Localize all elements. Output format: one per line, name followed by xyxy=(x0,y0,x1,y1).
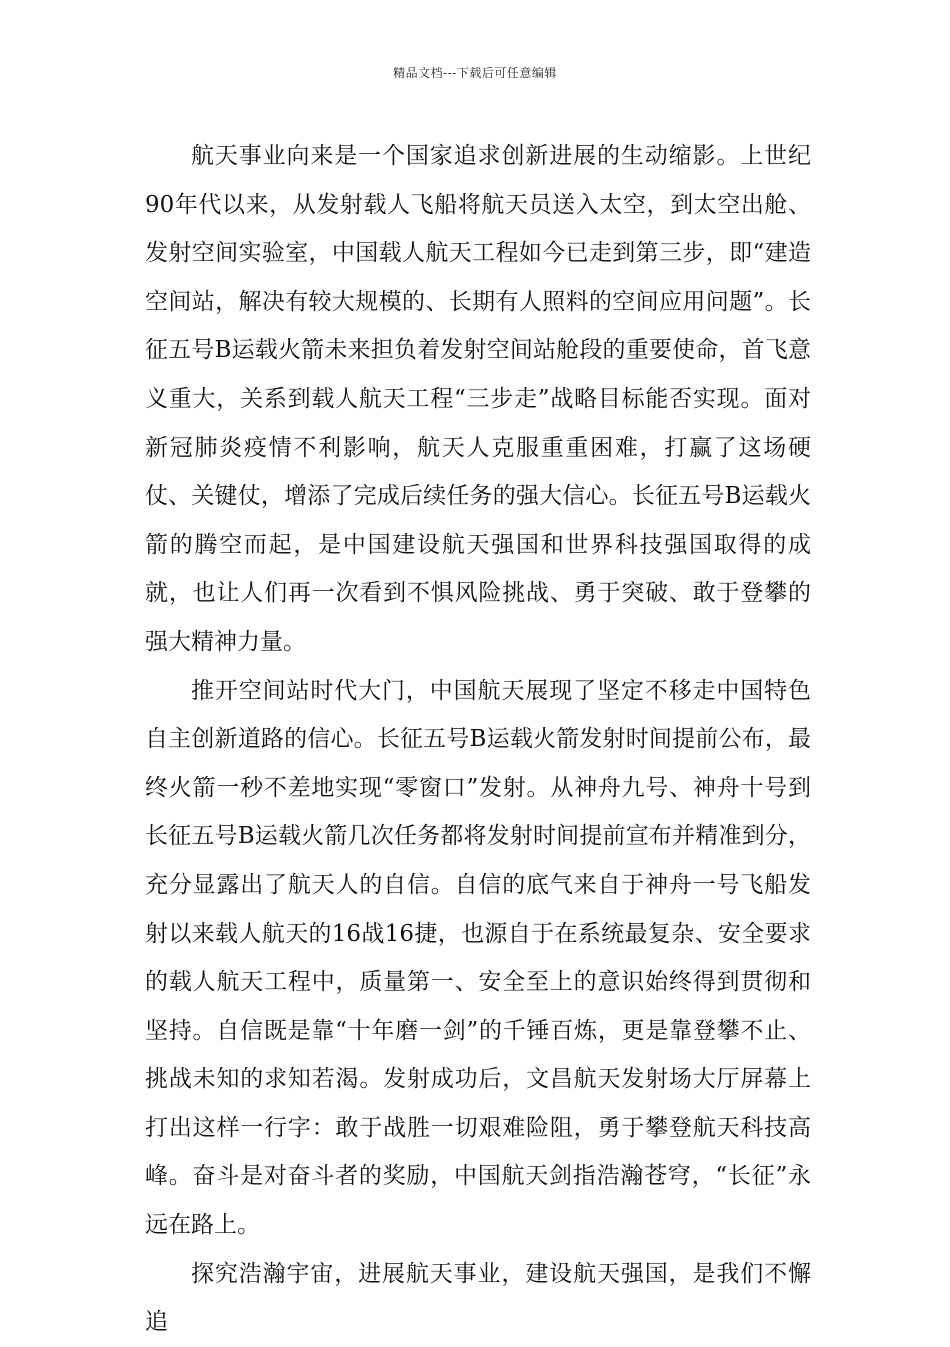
paragraph-1: 航天事业向来是一个国家追求创新进展的生动缩影。上世纪90年代以来，从发射载人飞船将航天员送入太空，到太空出舱、发射空间实验室，中国载人航天工程如今已走到第三步，即“建造空间站，解决有较大规模的、长期有人照料的空间应用问题”。长征五号B运载火箭未来担负着发射空间站舱段的重要使命，首飞意义重大，关系到载人航天工程“三步走”战略目标能否实现。面对新冠肺炎疫情不利影响，航天人克服重重困难，打赢了这场硬仗、关键仗，增添了完成后续任务的强大信心。长征五号B运载火箭的腾空而起，是中国建设航天强国和世界科技强国取得的成就，也让人们再一次看到不惧风险挑战、勇于突破、敢于登攀的强大精神力量。 xyxy=(145,143,811,655)
page-header: 精品文档---下载后可任意编辑 xyxy=(393,66,557,80)
article-body xyxy=(145,132,811,1347)
paragraph-2: 推开空间站时代大门，中国航天展现了坚定不移走中国特色自主创新道路的信心。长征五号B运载火箭发射时间提前公布，最终火箭一秒不差地实现“零窗口”发射。从神舟九号、神舟十号到长征五号B运载火箭几次任务都将发射时间提前宣布并精准到分，充分显露出了航天人的自信。自信的底气来自于神舟一号飞船发射以来载人航天的16战16捷，也源自于在系统最复杂、安全要求的载人航天工程中，质量第一、安全至上的意识始终得到贯彻和坚持。自信既是靠“十年磨一剑”的千锤百炼，更是靠登攀不止、挑战未知的求知若渴。发射成功后，文昌航天发射场大厅屏幕上打出这样一行字：敢于战胜一切艰难险阻，勇于攀登航天科技高峰。奋斗是对奋斗者的奖励，中国航天剑指浩瀚苍穹，“长征”永远在路上。 xyxy=(145,677,811,1239)
paragraph-3: 探究浩瀚宇宙，进展航天事业，建设航天强国，是我们不懈追 xyxy=(145,1260,811,1336)
